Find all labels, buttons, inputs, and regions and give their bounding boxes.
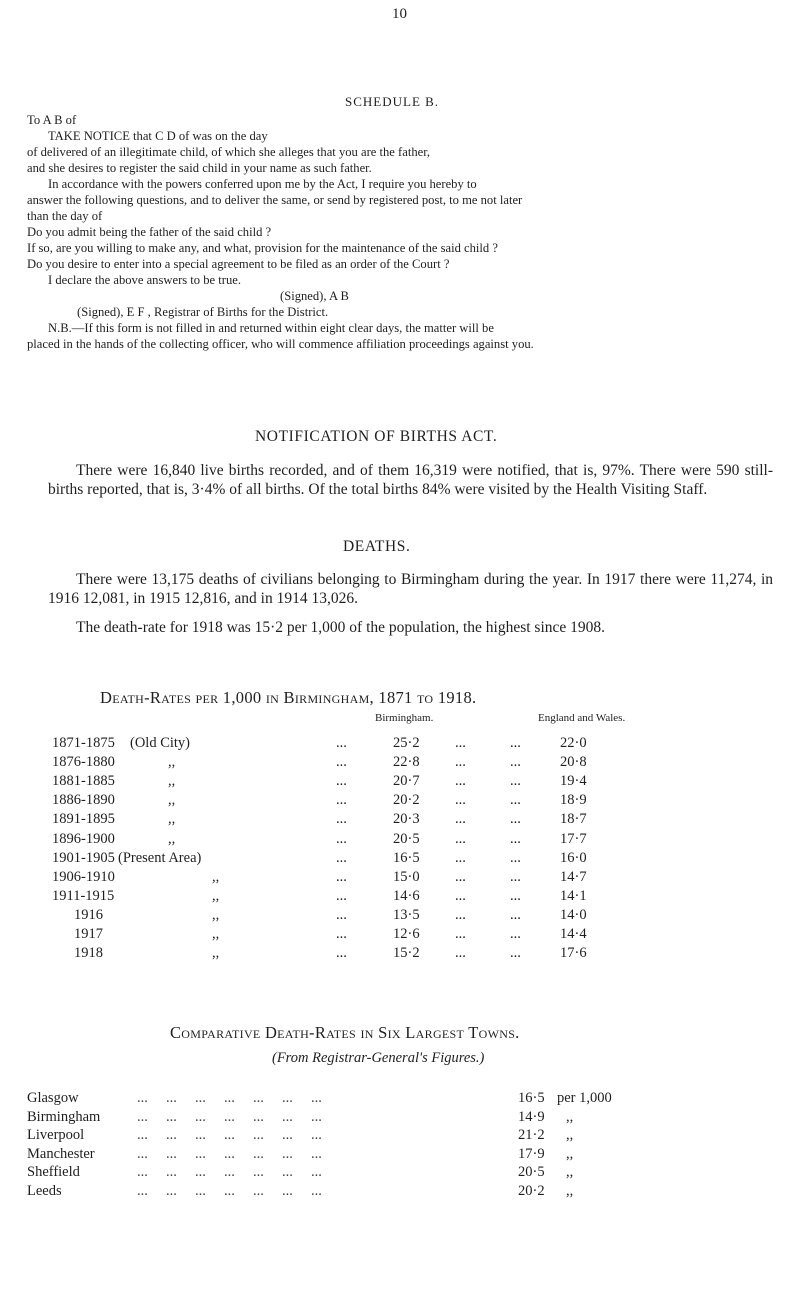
table-england-value: 16·0: [560, 849, 587, 866]
table-period-cell: 1891-1895: [52, 811, 115, 828]
table-birmingham-value: 13·5: [393, 906, 420, 923]
comparative-rate-value: 20·2: [518, 1182, 545, 1199]
comparative-town-cell: Leeds: [27, 1182, 62, 1199]
table-birmingham-value: 22·8: [393, 754, 420, 771]
table-area-cell: (Present Area): [118, 849, 202, 866]
comparative-unit: ,,: [566, 1164, 574, 1180]
table-leader-dots: ...: [455, 945, 466, 962]
col-header-birmingham: Birmingham.: [375, 712, 434, 724]
table-leader-dots: ...: [336, 830, 347, 847]
table-leader-dots: ...: [510, 830, 521, 847]
comparative-leader-dots: ... ... ... ... ... ... ...: [137, 1182, 322, 1199]
table-leader-dots: ...: [455, 849, 466, 866]
deaths-paragraph: [48, 570, 773, 608]
table-area-cell: ,,: [212, 868, 220, 885]
col-header-england: England and Wales.: [538, 712, 626, 724]
table-leader-dots: ...: [336, 945, 347, 962]
table-leader-dots: ...: [336, 926, 347, 942]
comparative-unit: ,,: [566, 1145, 574, 1162]
comparative-rate-value: 17·9: [518, 1145, 545, 1162]
table-leader-dots: ...: [510, 945, 521, 962]
death-rate-paragraph: [48, 618, 773, 637]
table-birmingham-value: 20·2: [393, 792, 420, 809]
table-leader-dots: ...: [510, 926, 521, 942]
table-england-value: 14·4: [560, 926, 587, 942]
table-leader-dots: ...: [455, 735, 466, 751]
comparative-rate-value: 21·2: [518, 1127, 545, 1143]
comparative-town-cell: Sheffield: [27, 1164, 80, 1180]
table-leader-dots: ...: [455, 906, 466, 923]
table-period-cell: 1901-1905: [52, 849, 115, 866]
table-leader-dots: ...: [510, 887, 521, 904]
table-leader-dots: ...: [336, 792, 347, 809]
table-birmingham-value: 20·7: [393, 773, 420, 790]
table-leader-dots: ...: [510, 811, 521, 828]
schedule-title: SCHEDULE B.: [345, 94, 440, 109]
table-leader-dots: ...: [336, 906, 347, 923]
form-note: N.B.—If this form is not filled in and returned within eight clear days, the matter will be: [48, 321, 494, 335]
form-registrar-signature: (Signed), E F , Registrar of Births for the District.: [77, 305, 329, 319]
death-rates-table-title: Death-Rates per 1,000 in Birmingham, 1871 to 1918.: [100, 688, 477, 707]
table-leader-dots: ...: [336, 811, 347, 828]
comparative-town-cell: Glasgow: [27, 1090, 79, 1106]
form-line: of delivered of an illegitimate child, of which she alleges that you are the father,: [27, 145, 431, 159]
table-england-value: 14·7: [560, 868, 587, 885]
table-area-cell: (Old City): [130, 735, 191, 751]
comparative-town-cell: Birmingham: [27, 1108, 101, 1125]
table-leader-dots: ...: [455, 926, 466, 942]
table-area-cell: ,,: [212, 945, 220, 962]
form-to-line: To A B of: [27, 113, 77, 127]
comparative-town-cell: Liverpool: [27, 1127, 85, 1143]
comparative-leader-dots: ... ... ... ... ... ... ...: [137, 1127, 322, 1143]
table-leader-dots: ...: [510, 792, 521, 809]
table-leader-dots: ...: [510, 849, 521, 866]
table-area-cell: ,,: [168, 830, 176, 847]
table-leader-dots: ...: [510, 754, 521, 771]
death-rate-text: The death-rate for 1918 was 15·2 per 1,000 of the population, the highest since 1908.: [76, 619, 606, 636]
table-leader-dots: ...: [455, 868, 466, 885]
table-leader-dots: ...: [455, 773, 466, 790]
form-signature: (Signed), A B: [280, 289, 349, 303]
table-period-cell: 1911-1915: [52, 887, 115, 904]
comparative-unit: ,,: [566, 1182, 574, 1199]
form-question: Do you admit being the father of the said child ?: [27, 225, 272, 239]
comparative-subtitle: (From Registrar-General's Figures.): [272, 1050, 485, 1066]
table-period-cell: 1918: [74, 945, 103, 962]
form-question: Do you desire to enter into a special agreement to be filed as an order of the Court ?: [27, 257, 450, 271]
table-england-value: 14·0: [560, 906, 587, 923]
table-area-cell: ,,: [212, 926, 220, 942]
table-birmingham-value: 15·0: [393, 868, 420, 885]
table-period-cell: 1876-1880: [52, 754, 115, 771]
table-birmingham-value: 12·6: [393, 926, 420, 942]
table-leader-dots: ...: [336, 868, 347, 885]
table-leader-dots: ...: [455, 754, 466, 771]
form-line: than the day of: [27, 209, 103, 223]
table-period-cell: 1871-1875: [52, 735, 115, 751]
table-birmingham-value: 16·5: [393, 849, 420, 866]
comparative-leader-dots: ... ... ... ... ... ... ...: [137, 1164, 322, 1180]
form-line: and she desires to register the said child in your name as such father.: [27, 161, 372, 175]
comparative-unit: per 1,000: [557, 1090, 612, 1106]
table-area-cell: ,,: [212, 887, 220, 904]
comparative-town-cell: Manchester: [27, 1145, 95, 1162]
table-leader-dots: ...: [336, 754, 347, 771]
table-birmingham-value: 20·5: [393, 830, 420, 847]
table-england-value: 14·1: [560, 887, 587, 904]
notification-text: There were 16,840 live births recorded, and of them 16,319 were notified, that is, 97%. There were 590 still-births reported, that is, 3·4% of all births. Of the total births 84% were visited by the Health Visiting Staff.: [48, 462, 773, 498]
table-leader-dots: ...: [455, 830, 466, 847]
comparative-leader-dots: ... ... ... ... ... ... ...: [137, 1090, 322, 1106]
table-period-cell: 1906-1910: [52, 868, 115, 885]
table-period-cell: 1881-1885: [52, 773, 115, 790]
table-england-value: 17·7: [560, 830, 587, 847]
table-leader-dots: ...: [336, 735, 347, 751]
form-declaration: I declare the above answers to be true.: [48, 273, 242, 287]
notification-paragraph: [48, 461, 773, 499]
comparative-rate-value: 14·9: [518, 1108, 545, 1125]
deaths-heading: DEATHS.: [343, 538, 411, 555]
table-leader-dots: ...: [336, 773, 347, 790]
table-area-cell: ,,: [168, 792, 176, 809]
table-leader-dots: ...: [455, 792, 466, 809]
table-area-cell: ,,: [168, 773, 176, 790]
deaths-text: There were 13,175 deaths of civilians belonging to Birmingham during the year. In 1917 there were 11,274, in 1916 12,081, in 1915 12,816, and in 1914 13,026.: [48, 571, 773, 607]
comparative-unit: ,,: [566, 1127, 574, 1143]
table-leader-dots: ...: [510, 735, 521, 751]
table-england-value: 19·4: [560, 773, 587, 790]
form-line: answer the following questions, and to deliver the same, or send by registered post, to me not later: [27, 193, 523, 207]
comparative-unit: ,,: [566, 1108, 574, 1125]
table-england-value: 18·7: [560, 811, 587, 828]
table-england-value: 18·9: [560, 792, 587, 809]
comparative-title: Comparative Death-Rates in Six Largest Towns.: [170, 1023, 520, 1042]
table-leader-dots: ...: [510, 906, 521, 923]
table-birmingham-value: 25·2: [393, 735, 420, 751]
table-area-cell: ,,: [168, 754, 176, 771]
table-period-cell: 1916: [74, 906, 103, 923]
table-england-value: 17·6: [560, 945, 587, 962]
table-area-cell: ,,: [168, 811, 176, 828]
notification-heading: NOTIFICATION OF BIRTHS ACT.: [255, 428, 498, 445]
table-birmingham-value: 20·3: [393, 811, 420, 828]
table-england-value: 22·0: [560, 735, 587, 751]
table-leader-dots: ...: [455, 887, 466, 904]
table-period-cell: 1896-1900: [52, 830, 115, 847]
comparative-leader-dots: ... ... ... ... ... ... ...: [137, 1108, 322, 1125]
form-question: If so, are you willing to make any, and what, provision for the maintenance of the said child ?: [27, 241, 498, 255]
form-line: In accordance with the powers conferred upon me by the Act, I require you hereby to: [48, 177, 477, 191]
table-leader-dots: ...: [336, 887, 347, 904]
table-birmingham-value: 14·6: [393, 887, 420, 904]
comparative-rate-value: 20·5: [518, 1164, 545, 1180]
table-leader-dots: ...: [510, 773, 521, 790]
table-area-cell: ,,: [212, 906, 220, 923]
table-period-cell: 1886-1890: [52, 792, 115, 809]
table-leader-dots: ...: [455, 811, 466, 828]
table-period-cell: 1917: [74, 926, 103, 942]
table-birmingham-value: 15·2: [393, 945, 420, 962]
page-number: 10: [392, 6, 407, 22]
comparative-leader-dots: ... ... ... ... ... ... ...: [137, 1145, 322, 1162]
form-note: placed in the hands of the collecting officer, who will commence affiliation proceedings against you.: [27, 337, 534, 351]
table-leader-dots: ...: [510, 868, 521, 885]
comparative-rate-value: 16·5: [518, 1090, 545, 1106]
table-england-value: 20·8: [560, 754, 587, 771]
table-leader-dots: ...: [336, 849, 347, 866]
form-take-notice: TAKE NOTICE that C D of was on the day: [48, 129, 268, 143]
